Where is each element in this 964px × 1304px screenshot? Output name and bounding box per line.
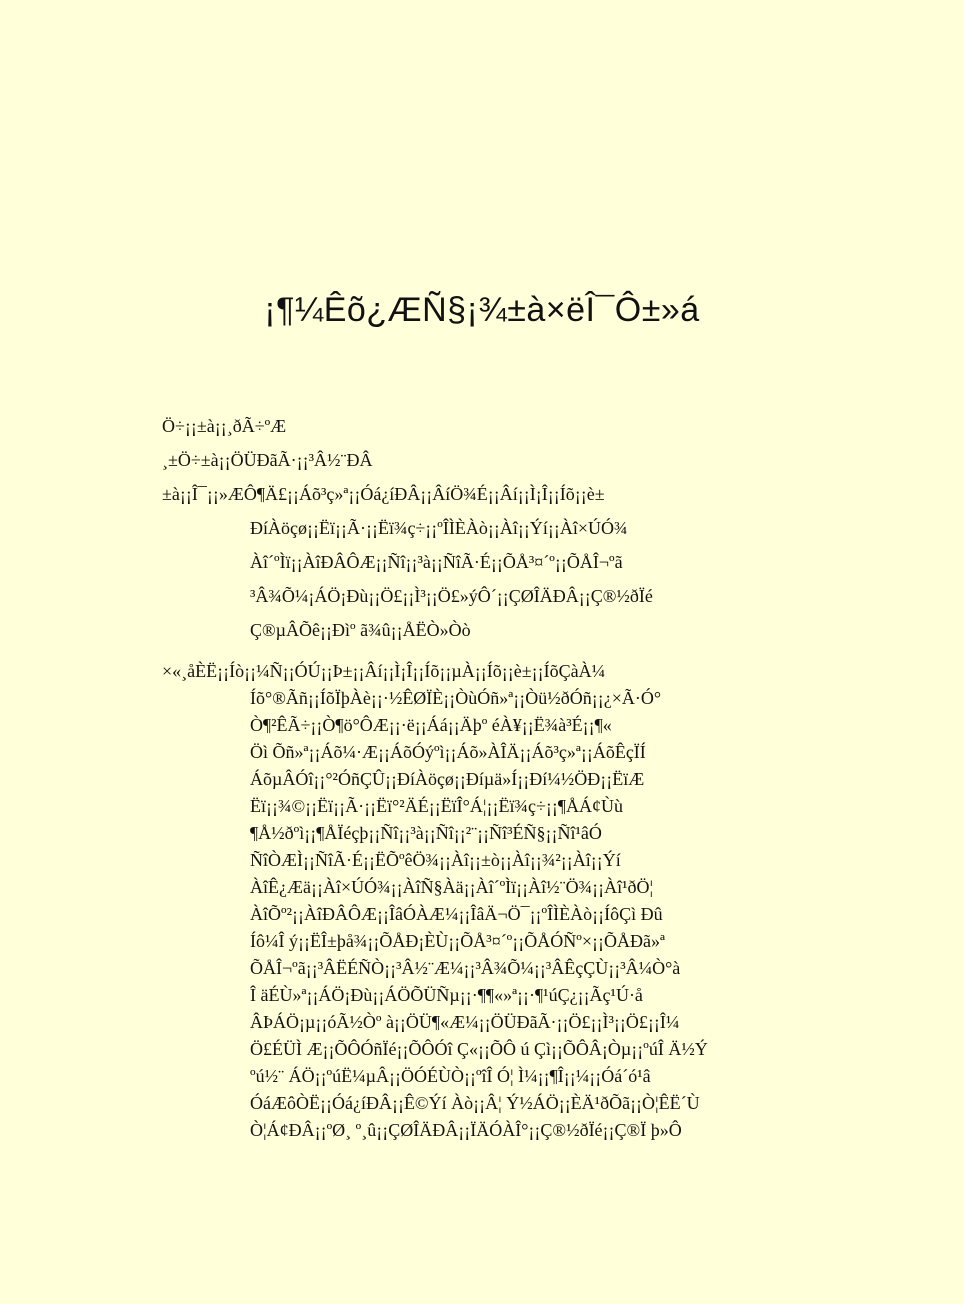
authors-line: Ëï¡¡¾©¡¡Ëï¡¡Ã·¡¡Ëï°²ÄÉ¡¡ËïÎ°Á¦¡¡Ëï¾ç÷¡¡¶ÅÁ¢Ùù <box>250 796 623 816</box>
meta-line-deputy-editors: ¸±Ö÷±à¡¡ÖÜÐãÃ·¡¡³Â½¨ÐÂ <box>162 450 373 470</box>
authors-line: ÀîÕº²¡¡ÀîÐÂÔÆ¡¡ÎâÓÀÆ¼¡¡ÎâÄ¬Ö¯¡¡ºÎÌÈÀò¡¡ÍôÇì Ðû <box>250 904 663 924</box>
authors-line: Íô¼Î ý¡¡ËÎ±þå¾¡¡ÕÅÐ¡ÈÙ¡¡ÕÅ³¤´º¡¡ÕÅÓÑº×¡¡ÕÅÐã»ª <box>250 931 665 951</box>
committee-line: Ç®µÂÕê¡¡Ðìº ã¾û¡¡ÅËÒ»Òò <box>250 620 471 640</box>
authors-line: ¶Å½ðºì¡¡¶ÅÏéçþ¡¡Ñî¡¡³à¡¡Ñî¡¡²¨¡¡Ñî³ÉÑ§¡¡Ñî¹âÓ <box>250 823 602 843</box>
committee-line: ÐíÀöçø¡¡Ëï¡¡Ã·¡¡Ëï¾ç÷¡¡ºÎÌÈÀò¡¡Àî¡¡Ýí¡¡Àî×ÚÓ¾ <box>250 518 628 538</box>
document-title: ¡¶¼Êõ¿ÆÑ§¡¾±à×ëÎ¯Ô±»á <box>264 291 700 329</box>
authors-line: ÂÞÁÖ¡µ¡¡óÃ½Òº à¡¡ÖÜ¶«Æ¼¡¡ÖÜÐãÃ·¡¡Ö£¡¡Ì³¡¡Ö£¡¡Î¼ <box>250 1012 680 1032</box>
authors-line: Ö£ÉÜÌ Æ¡¡ÕÔÓñÏé¡¡ÕÔÓî Ç«¡¡ÕÔ ú Çì¡¡ÕÔÂ¡Òµ¡¡ºúÎ Ä½Ý <box>250 1039 708 1059</box>
committee-line: Àî´ºÌï¡¡ÀîÐÂÔÆ¡¡Ñî¡¡³à¡¡ÑîÃ·É¡¡ÕÅ³¤´º¡¡ÕÅÎ¬ºã <box>250 552 623 572</box>
authors-line: ÀîÊ¿Æä¡¡Àî×ÚÓ¾¡¡ÀîÑ§Àä¡¡Àî´ºÌï¡¡Àî½¨Ö¾¡¡Àî¹ðÖ¦ <box>250 877 654 897</box>
authors-line: ÑîÒÆÌ¡¡ÑîÃ·É¡¡ËÕºêÖ¾¡¡Àî¡¡±ò¡¡Àî¡¡¾²¡¡Àî¡¡Ýí <box>250 850 621 870</box>
authors-line: Öì Õñ»ª¡¡Áõ¼·Æ¡¡ÁõÓýºì¡¡Áõ»ÀÎÄ¡¡Áõ³ç»ª¡¡ÁõÊçÏÍ <box>250 742 646 762</box>
authors-section <box>162 660 802 1160</box>
authors-line: Ò¶²ÊÃ÷¡¡Ò¶ö°ÔÆ¡¡·ë¡¡Áá¡¡Äþº éÀ¥¡¡Ë¾à³É¡¡¶« <box>250 715 612 735</box>
meta-line-editor-in-chief: Ö÷¡¡±à¡¡¸ðÃ÷ºÆ <box>162 416 287 436</box>
committee-line: ³Â¾Õ¼¡ÁÖ¡Ðù¡¡Ö£¡¡Ì³¡¡Ö£»ýÔ´¡¡ÇØÎÄÐÂ¡¡Ç®½ðÏé <box>250 586 653 606</box>
authors-line: Íõ°®Ãñ¡¡ÍõÏþÀè¡¡·½ÊØÏÈ¡¡ÒùÓñ»ª¡¡Òü½ðÓñ¡¡¿×Ã·Ó° <box>250 688 662 708</box>
committee-section <box>162 483 802 643</box>
authors-line: ÁõµÂÓî¡¡°²ÓñÇÛ¡¡ÐíÀöçø¡¡Ðíµä»Í¡¡Ðí¼½ÖÐ¡¡ËïÆ <box>250 769 645 789</box>
authors-line: Î äÉÙ»ª¡¡ÁÖ¡Ðù¡¡ÁÖÕÜÑµ¡¡·¶¶«»ª¡¡·¶¹úÇ¿¡¡Ãç¹Ú·å <box>250 985 643 1005</box>
authors-line: ÓáÆôÒË¡¡Óá¿íÐÂ¡¡Ê©Ýí Àò¡¡Â¦ Ý½ÁÖ¡¡ÈÄ¹ðÕã¡¡Ò¦ÊË´Ù <box>250 1093 700 1113</box>
authors-line: Ò¦Á¢ÐÂ¡¡ºØ¸ º¸û¡¡ÇØÎÄÐÂ¡¡ÏÄÓÀÎ°¡¡Ç®½ðÏé¡¡Ç®Ï þ»Ô <box>250 1120 682 1140</box>
authors-lead-line: ×«¸åÈË¡¡Íò¡¡¼Ñ¡¡ÓÚ¡¡Þ±¡¡Âí¡¡Ì¡Î¡¡Íõ¡¡µÀ¡¡Íõ¡¡è±¡¡ÍõÇàÀ¼ <box>162 661 606 681</box>
committee-lead-line: ±à¡¡Î¯¡¡»ÆÔ¶Ä£¡¡Áõ³ç»ª¡¡Óá¿íÐÂ¡¡ÂíÖ¾É¡¡Âí¡¡Ì¡Î¡¡Íõ¡¡è± <box>162 484 605 504</box>
authors-line: ÕÅÎ¬ºã¡¡³ÂËÉÑÒ¡¡³Â½¨Æ¼¡¡³Â¾Õ¼¡¡³ÂÊçÇÙ¡¡³Â¼Ò°à <box>250 958 681 978</box>
authors-line: ºú½¨ ÁÖ¡¡ºúË¼µÂ¡¡ÖÓÉÙÒ¡¡ºîÎ Ó¦ Ì¼¡¡¶Î¡¡¼¡¡Óá´ó¹â <box>250 1066 651 1086</box>
